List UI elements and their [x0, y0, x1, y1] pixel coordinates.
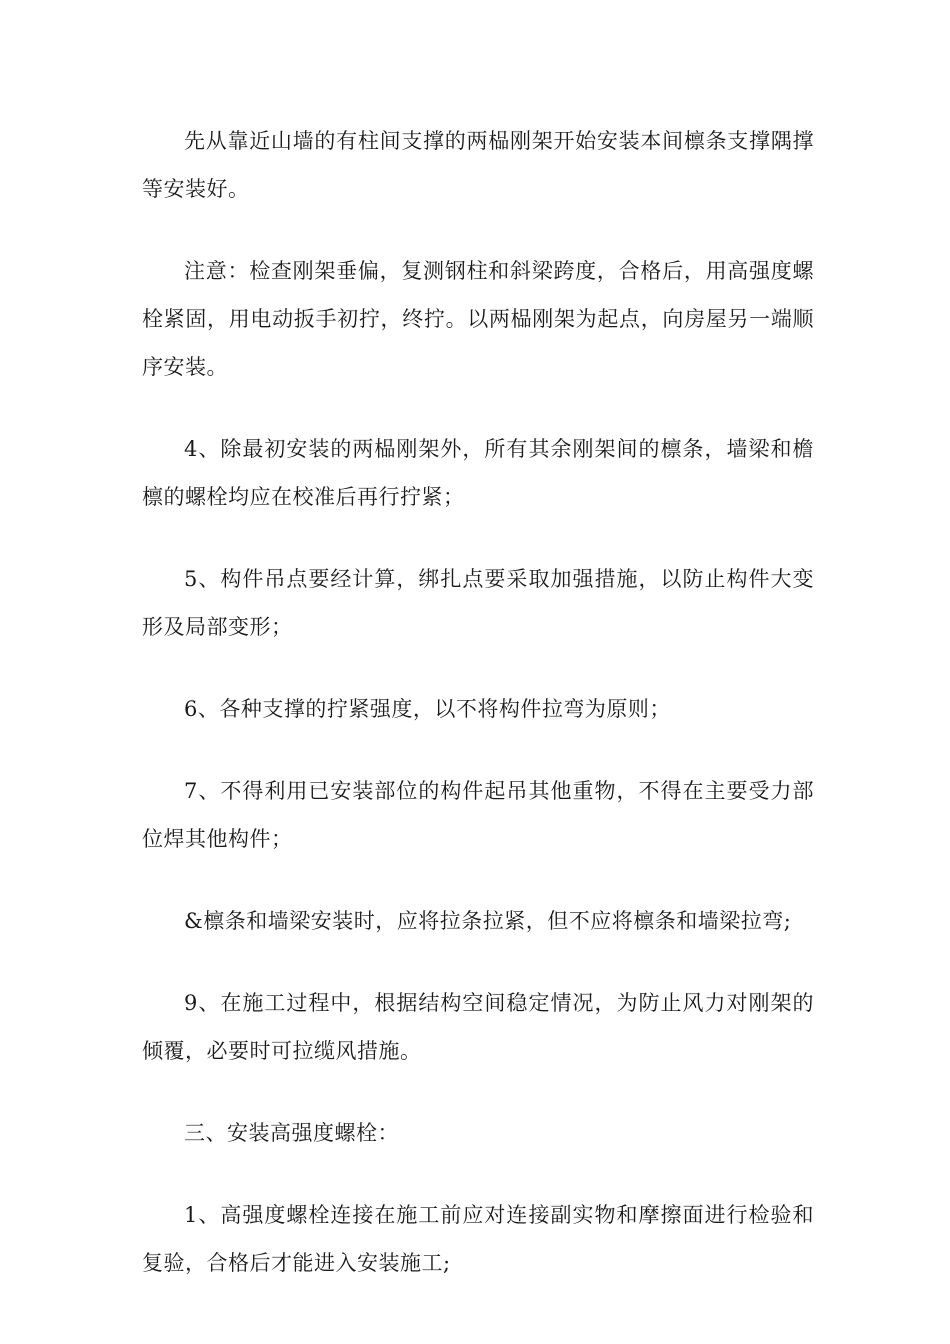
section-heading-bolts: 三、安装高强度螺栓： [184, 1121, 399, 1145]
paragraph-item-4: 4、除最初安装的两榀刚架外，所有其余刚架间的檩条，墙梁和檐檩的螺栓均应在校准后再行拧紧； [142, 437, 814, 509]
paragraph-attention-note: 注意：检查刚架垂偏，复测钢柱和斜梁跨度，合格后，用高强度螺栓紧固，用电动扳手初拧，终拧。以两榀刚架为起点，向房屋另一端顺序安装。 [142, 259, 814, 379]
paragraph-item-9: 9、在施工过程中，根据结构空间稳定情况，为防止风力对刚架的倾覆，必要时可拉缆风措施。 [142, 991, 814, 1063]
paragraph-bolts-item-1: 1、高强度螺栓连接在施工前应对连接副实物和摩擦面进行检验和复验，合格后才能进入安装施工; [142, 1203, 814, 1275]
paragraph-bracing-install: 先从靠近山墙的有柱间支撑的两榀刚架开始安装本间檩条支撑隅撑等安装好。 [142, 129, 814, 201]
document-body [142, 117, 814, 1321]
paragraph-item-6: 6、各种支撑的拧紧强度，以不将构件拉弯为原则； [184, 697, 671, 721]
paragraph-item-5: 5、构件吊点要经计算，绑扎点要采取加强措施，以防止构件大变形及局部变形； [142, 567, 814, 639]
paragraph-item-8: &檩条和墙梁安装时，应将拉条拉紧，但不应将檩条和墙梁拉弯; [184, 909, 792, 933]
paragraph-item-7: 7、不得利用已安装部位的构件起吊其他重物，不得在主要受力部位焊其他构件； [142, 779, 814, 851]
